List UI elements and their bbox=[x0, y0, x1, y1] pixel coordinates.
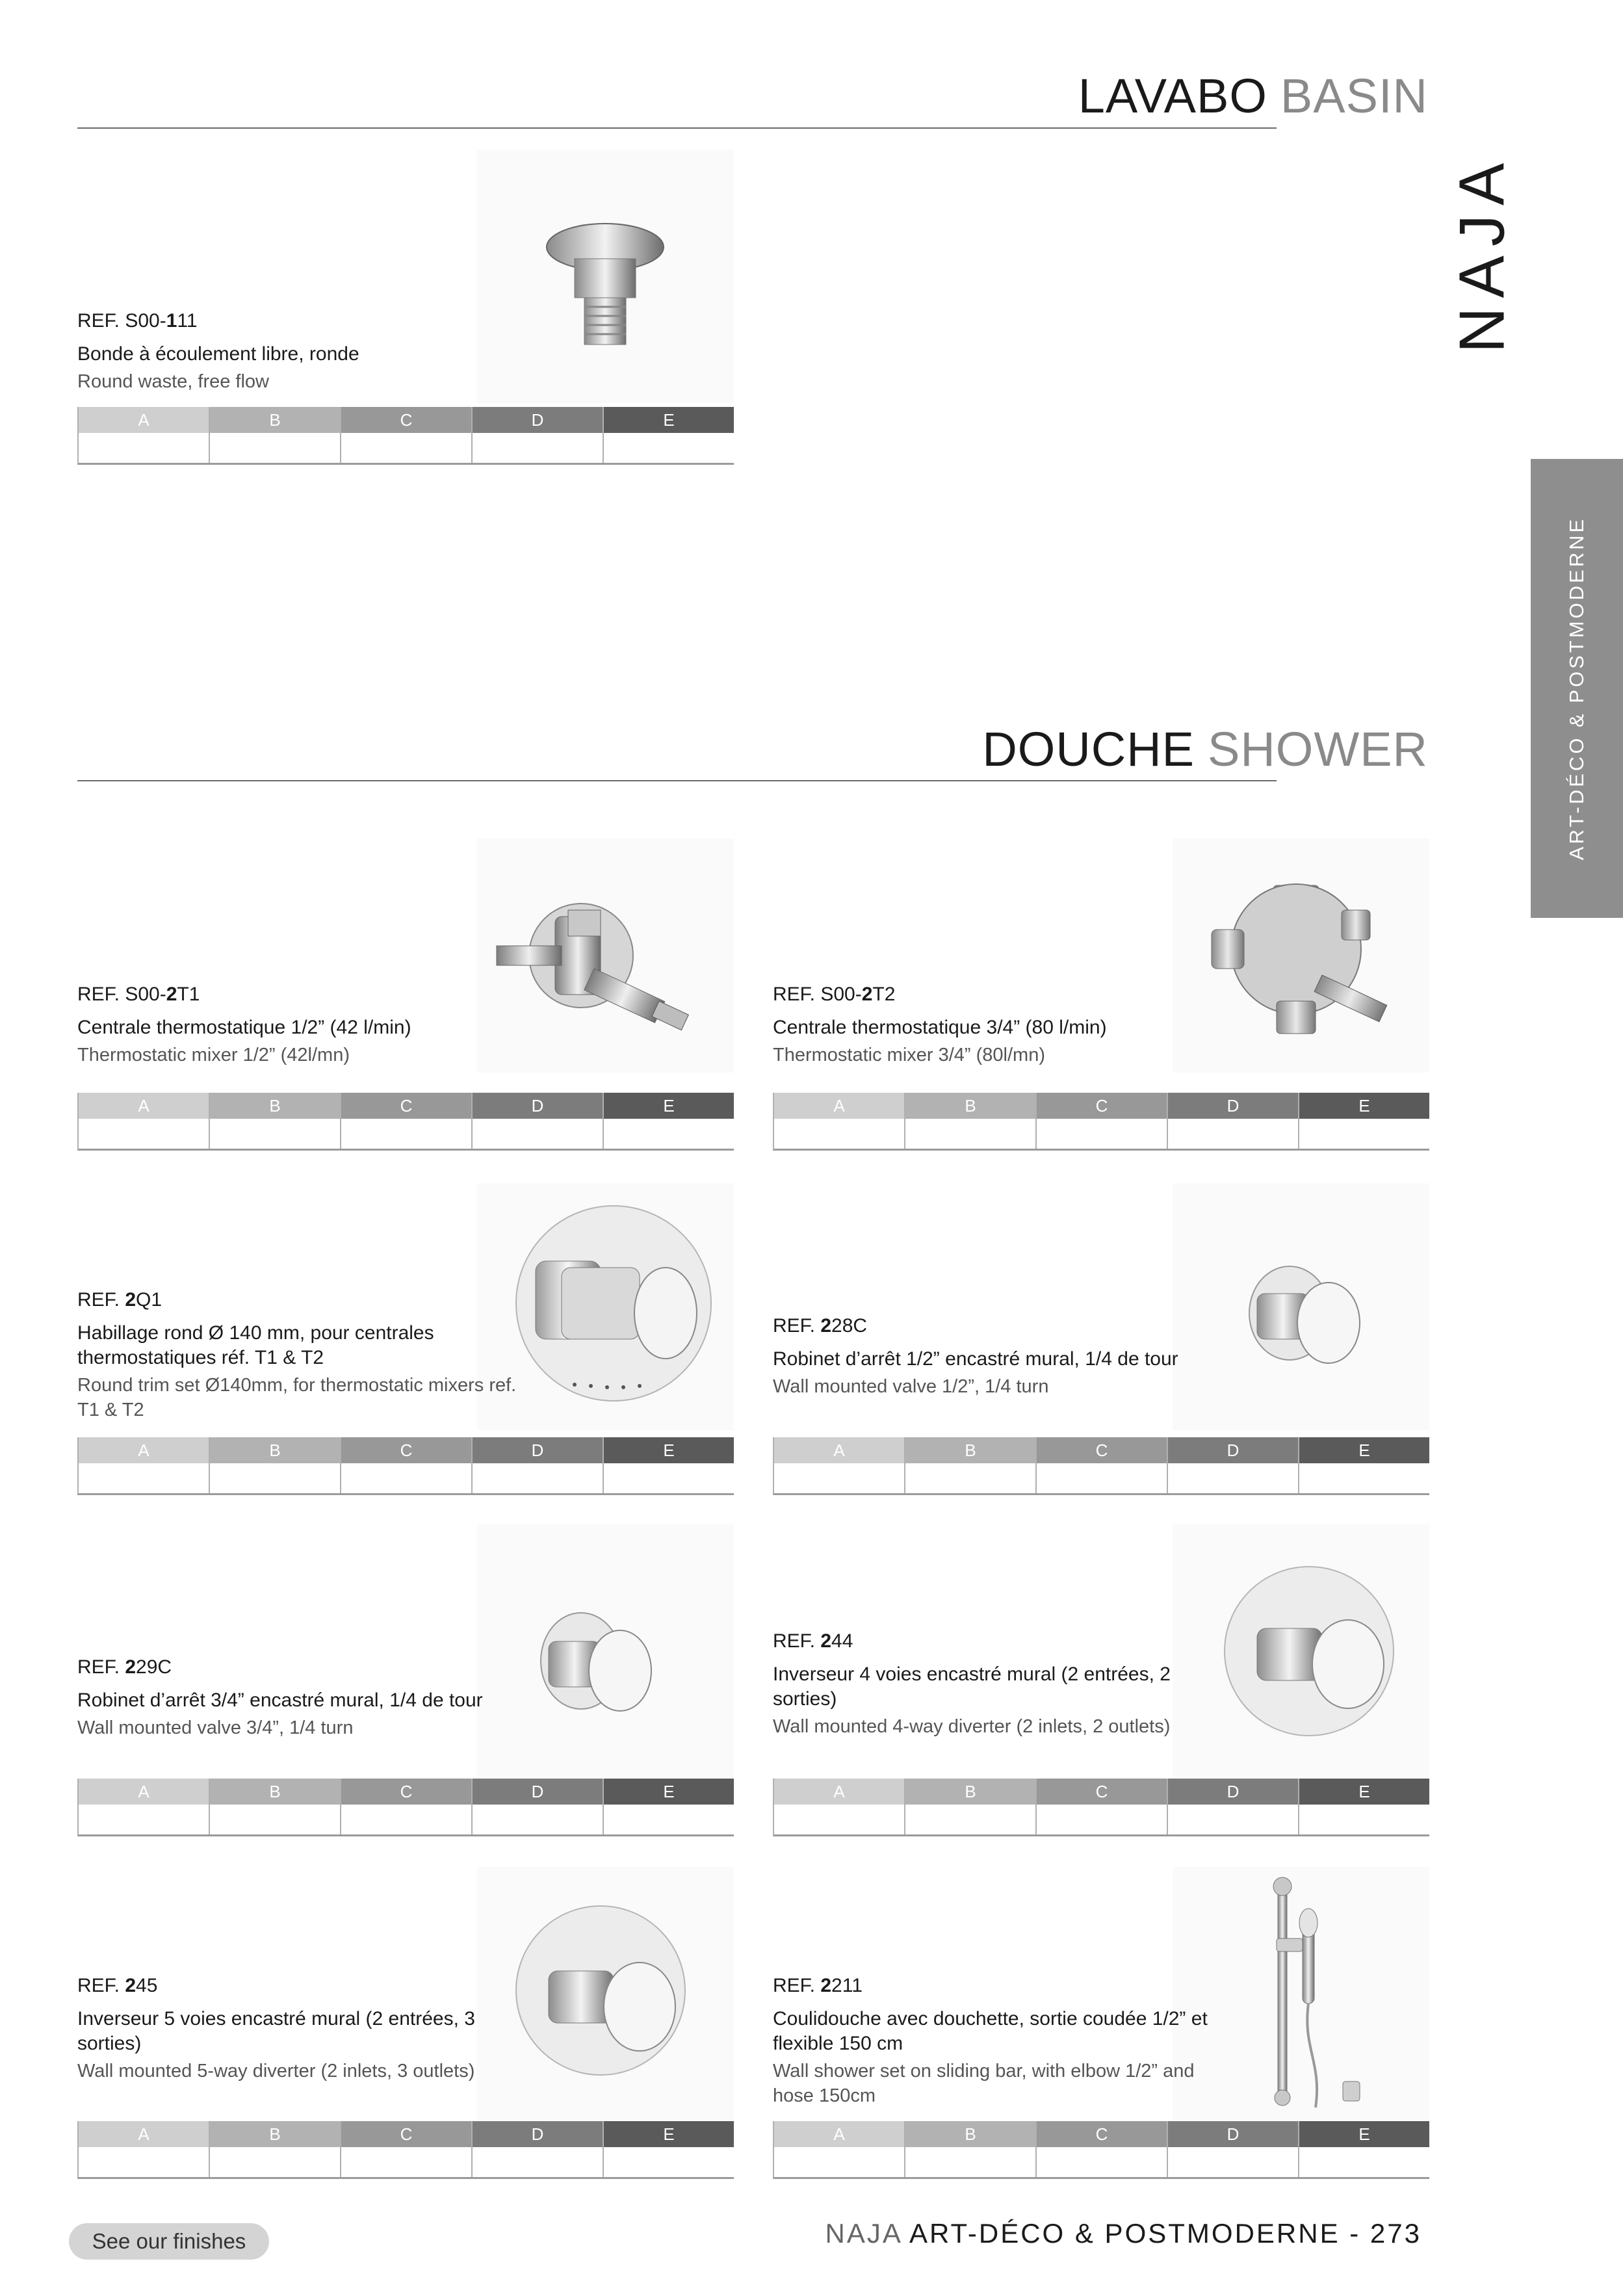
product-card bbox=[773, 839, 1429, 1151]
brand-vertical bbox=[1443, 153, 1521, 354]
finish-label: E bbox=[1299, 1437, 1429, 1463]
ref-suffix: 44 bbox=[831, 1630, 853, 1652]
section-divider bbox=[77, 127, 1277, 129]
product-desc-fr: Robinet d’arrêt 3/4” encastré mural, 1/4 de tour bbox=[77, 1689, 483, 1711]
product-desc-en: Wall shower set on sliding bar, with elbow 1/2” and hose 150cm bbox=[773, 2061, 1195, 2106]
finish-value bbox=[473, 1463, 603, 1493]
finish-cell bbox=[905, 1437, 1037, 1493]
ref-prefix: REF. S00- bbox=[77, 310, 166, 332]
finish-cell bbox=[473, 1093, 604, 1149]
product-text bbox=[77, 1973, 532, 2083]
finish-label: E bbox=[1299, 1093, 1429, 1119]
product-text bbox=[77, 1654, 532, 1740]
finish-table bbox=[773, 1437, 1429, 1495]
finish-value bbox=[905, 1119, 1035, 1149]
finish-cell bbox=[341, 1093, 473, 1149]
finish-label: A bbox=[79, 1779, 209, 1805]
product-desc-fr: Centrale thermostatique 1/2” (42 l/min) bbox=[77, 1017, 411, 1038]
ref-bold: 2 bbox=[125, 1289, 136, 1311]
finish-table bbox=[77, 407, 734, 465]
finish-cell bbox=[604, 2121, 734, 2177]
product-text bbox=[77, 982, 532, 1067]
finish-cell bbox=[1037, 1779, 1168, 1834]
see-finishes-button[interactable]: See our finishes bbox=[69, 2223, 269, 2260]
finish-table bbox=[773, 1779, 1429, 1836]
finish-cell bbox=[604, 407, 734, 463]
finish-table bbox=[773, 2121, 1429, 2179]
product-ref bbox=[77, 982, 532, 1008]
product-ref bbox=[77, 1973, 532, 1999]
finish-cell bbox=[473, 407, 604, 463]
ref-bold: 2 bbox=[125, 1656, 136, 1678]
product-desc-fr: Inverseur 4 voies encastré mural (2 entrées, 2 sorties) bbox=[773, 1663, 1171, 1710]
finish-label: D bbox=[1168, 1779, 1298, 1805]
product-desc-fr: Centrale thermostatique 3/4” (80 l/min) bbox=[773, 1017, 1107, 1038]
finish-value bbox=[341, 1119, 471, 1149]
finish-value bbox=[79, 2147, 209, 2177]
finish-label: A bbox=[774, 1093, 904, 1119]
finish-table bbox=[77, 2121, 734, 2179]
product-card bbox=[77, 1183, 734, 1495]
finish-value bbox=[473, 433, 603, 463]
finish-label: A bbox=[79, 1437, 209, 1463]
finish-value bbox=[79, 1119, 209, 1149]
finish-value bbox=[341, 1463, 471, 1493]
product-card bbox=[77, 1867, 734, 2179]
finish-value bbox=[1037, 1463, 1167, 1493]
finish-cell bbox=[473, 2121, 604, 2177]
finish-value bbox=[604, 1119, 734, 1149]
finish-label: B bbox=[210, 407, 340, 433]
finish-label: C bbox=[341, 1437, 471, 1463]
section-title-fr: DOUCHE bbox=[982, 722, 1195, 776]
finish-value bbox=[1037, 2147, 1167, 2177]
footer-page-label bbox=[825, 2218, 1422, 2249]
finish-value bbox=[79, 433, 209, 463]
ref-bold: 1 bbox=[166, 310, 177, 332]
finish-label: C bbox=[341, 1779, 471, 1805]
finish-cell bbox=[1299, 1093, 1429, 1149]
ref-prefix: REF. bbox=[773, 1315, 821, 1337]
section-title-en: SHOWER bbox=[1208, 722, 1428, 776]
finish-label: A bbox=[774, 1437, 904, 1463]
finish-table bbox=[77, 1437, 734, 1495]
ref-suffix: 29C bbox=[136, 1656, 172, 1678]
finish-table bbox=[77, 1779, 734, 1836]
finish-cell bbox=[905, 2121, 1037, 2177]
ref-prefix: REF. bbox=[773, 1975, 821, 1996]
finish-cell bbox=[341, 1779, 473, 1834]
ref-bold: 2 bbox=[820, 1630, 832, 1652]
finish-label: B bbox=[905, 1093, 1035, 1119]
ref-suffix: 28C bbox=[831, 1315, 868, 1337]
side-tab-label: ART-DÉCO & POSTMODERNE bbox=[1565, 516, 1588, 861]
finish-cell bbox=[604, 1437, 734, 1493]
finish-label: E bbox=[604, 1437, 734, 1463]
finish-cell bbox=[341, 407, 473, 463]
finish-label: A bbox=[774, 2121, 904, 2147]
finish-value bbox=[604, 1463, 734, 1493]
finish-label: C bbox=[1037, 1779, 1167, 1805]
finish-label: E bbox=[604, 407, 734, 433]
finish-cell bbox=[210, 2121, 341, 2177]
finish-label: C bbox=[1037, 1437, 1167, 1463]
footer-brand: NAJA bbox=[825, 2218, 902, 2249]
finish-value bbox=[473, 2147, 603, 2177]
side-tab[interactable] bbox=[1531, 459, 1623, 918]
finish-cell bbox=[1037, 2121, 1168, 2177]
finish-label: A bbox=[79, 1093, 209, 1119]
ref-bold: 2 bbox=[166, 984, 177, 1005]
product-desc-fr: Habillage rond Ø 140 mm, pour centrales thermostatiques réf. T1 & T2 bbox=[77, 1322, 434, 1368]
finish-cell bbox=[774, 2121, 905, 2177]
product-desc-en: Wall mounted 4-way diverter (2 inlets, 2 outlets) bbox=[773, 1716, 1171, 1737]
finish-value bbox=[1168, 1463, 1298, 1493]
finish-label: E bbox=[604, 1093, 734, 1119]
product-desc-en: Thermostatic mixer 3/4” (80l/mn) bbox=[773, 1045, 1045, 1065]
finish-cell bbox=[774, 1437, 905, 1493]
ref-suffix: 211 bbox=[831, 1975, 863, 1996]
section-title-basin bbox=[1078, 68, 1428, 124]
finish-value bbox=[604, 1805, 734, 1834]
product-ref bbox=[773, 1313, 1228, 1339]
finish-value bbox=[79, 1805, 209, 1834]
ref-suffix: 11 bbox=[177, 310, 198, 332]
footer-collection: ART-DÉCO & POSTMODERNE - 273 bbox=[909, 2218, 1422, 2249]
finish-label: A bbox=[774, 1779, 904, 1805]
finish-cell bbox=[210, 1779, 341, 1834]
finish-cell bbox=[79, 2121, 210, 2177]
finish-value bbox=[341, 433, 471, 463]
finish-value bbox=[210, 2147, 340, 2177]
product-desc-en: Wall mounted valve 1/2”, 1/4 turn bbox=[773, 1376, 1049, 1397]
finish-label: E bbox=[1299, 2121, 1429, 2147]
product-ref bbox=[77, 308, 532, 334]
finish-label: B bbox=[210, 1779, 340, 1805]
ref-bold: 2 bbox=[861, 984, 873, 1005]
ref-bold: 2 bbox=[820, 1975, 832, 1996]
product-text bbox=[773, 1973, 1228, 2108]
product-card bbox=[77, 150, 734, 465]
finish-value bbox=[1168, 1119, 1298, 1149]
ref-prefix: REF. bbox=[77, 1289, 125, 1311]
section-title-en: BASIN bbox=[1280, 69, 1428, 123]
finish-label: B bbox=[905, 1437, 1035, 1463]
finish-value bbox=[905, 1463, 1035, 1493]
finish-value bbox=[1168, 2147, 1298, 2177]
product-card bbox=[773, 1183, 1429, 1495]
finish-value bbox=[1299, 1805, 1429, 1834]
finish-cell bbox=[774, 1093, 905, 1149]
finish-value bbox=[604, 2147, 734, 2177]
finish-value bbox=[774, 1805, 904, 1834]
ref-suffix: Q1 bbox=[136, 1289, 162, 1311]
brand-vertical-text: NAJA bbox=[1446, 153, 1518, 354]
product-text bbox=[773, 982, 1228, 1067]
ref-prefix: REF. bbox=[77, 1656, 125, 1678]
finish-label: E bbox=[604, 1779, 734, 1805]
section-title-shower bbox=[982, 722, 1428, 777]
section-title-fr: LAVABO bbox=[1078, 69, 1267, 123]
finish-cell bbox=[1299, 1437, 1429, 1493]
product-desc-fr: Coulidouche avec douchette, sortie coudée 1/2” et flexible 150 cm bbox=[773, 2008, 1208, 2054]
finish-label: C bbox=[1037, 2121, 1167, 2147]
finish-value bbox=[1299, 1119, 1429, 1149]
product-text bbox=[773, 1628, 1228, 1739]
finish-label: D bbox=[473, 1779, 603, 1805]
product-ref bbox=[773, 1628, 1228, 1654]
finish-cell bbox=[1168, 1779, 1299, 1834]
finish-value bbox=[1299, 1463, 1429, 1493]
product-desc-en: Round trim set Ø140mm, for thermostatic mixers ref. T1 & T2 bbox=[77, 1375, 517, 1420]
finish-cell bbox=[473, 1779, 604, 1834]
finish-value bbox=[604, 433, 734, 463]
product-text bbox=[77, 1287, 532, 1422]
finish-value bbox=[341, 2147, 471, 2177]
finish-label: C bbox=[341, 2121, 471, 2147]
finish-cell bbox=[473, 1437, 604, 1493]
product-desc-en: Round waste, free flow bbox=[77, 371, 269, 392]
finish-value bbox=[905, 1805, 1035, 1834]
section-divider bbox=[77, 780, 1277, 781]
ref-suffix: T1 bbox=[177, 984, 200, 1005]
finish-cell bbox=[210, 1093, 341, 1149]
finish-value bbox=[210, 433, 340, 463]
finish-cell bbox=[79, 1437, 210, 1493]
finish-value bbox=[774, 2147, 904, 2177]
finish-label: D bbox=[473, 2121, 603, 2147]
finish-value bbox=[79, 1463, 209, 1493]
product-desc-fr: Bonde à écoulement libre, ronde bbox=[77, 343, 359, 365]
finish-value bbox=[210, 1119, 340, 1149]
finish-cell bbox=[905, 1093, 1037, 1149]
finish-label: C bbox=[1037, 1093, 1167, 1119]
finish-value bbox=[341, 1805, 471, 1834]
finish-cell bbox=[1037, 1437, 1168, 1493]
ref-prefix: REF. S00- bbox=[773, 984, 862, 1005]
finish-cell bbox=[210, 1437, 341, 1493]
finish-cell bbox=[1168, 1093, 1299, 1149]
finish-label: B bbox=[210, 2121, 340, 2147]
finish-label: E bbox=[1299, 1779, 1429, 1805]
ref-bold: 2 bbox=[820, 1315, 832, 1337]
product-ref bbox=[77, 1654, 532, 1680]
finish-cell bbox=[774, 1779, 905, 1834]
finish-value bbox=[473, 1805, 603, 1834]
finish-value bbox=[1299, 2147, 1429, 2177]
finish-label: B bbox=[905, 2121, 1035, 2147]
finish-value bbox=[1037, 1805, 1167, 1834]
finish-label: B bbox=[210, 1437, 340, 1463]
finish-value bbox=[905, 2147, 1035, 2177]
finish-label: A bbox=[79, 2121, 209, 2147]
finish-cell bbox=[604, 1779, 734, 1834]
finish-value bbox=[210, 1463, 340, 1493]
product-desc-en: Wall mounted 5-way diverter (2 inlets, 3 outlets) bbox=[77, 2061, 475, 2081]
finish-cell bbox=[905, 1779, 1037, 1834]
product-card bbox=[773, 1524, 1429, 1836]
ref-bold: 2 bbox=[125, 1975, 136, 1996]
product-text bbox=[773, 1313, 1228, 1399]
finish-label: D bbox=[1168, 1437, 1298, 1463]
finish-label: B bbox=[210, 1093, 340, 1119]
finish-cell bbox=[604, 1093, 734, 1149]
finish-label: D bbox=[473, 407, 603, 433]
product-desc-en: Thermostatic mixer 1/2” (42l/mn) bbox=[77, 1045, 350, 1065]
ref-suffix: 45 bbox=[136, 1975, 158, 1996]
product-text bbox=[77, 308, 532, 394]
finish-cell bbox=[1037, 1093, 1168, 1149]
product-card bbox=[77, 1524, 734, 1836]
finish-cell bbox=[1299, 2121, 1429, 2177]
ref-suffix: T2 bbox=[872, 984, 896, 1005]
product-card bbox=[77, 839, 734, 1151]
product-ref bbox=[77, 1287, 532, 1313]
finish-label: D bbox=[1168, 1093, 1298, 1119]
product-desc-fr: Robinet d’arrêt 1/2” encastré mural, 1/4 de tour bbox=[773, 1348, 1178, 1370]
finish-label: D bbox=[473, 1093, 603, 1119]
finish-label: D bbox=[473, 1437, 603, 1463]
finish-cell bbox=[79, 1779, 210, 1834]
finish-cell bbox=[1168, 1437, 1299, 1493]
product-card bbox=[773, 1867, 1429, 2179]
finish-label: A bbox=[79, 407, 209, 433]
ref-prefix: REF. bbox=[77, 1975, 125, 1996]
product-desc-en: Wall mounted valve 3/4”, 1/4 turn bbox=[77, 1717, 354, 1738]
finish-value bbox=[774, 1463, 904, 1493]
finish-cell bbox=[79, 407, 210, 463]
product-desc-fr: Inverseur 5 voies encastré mural (2 entrées, 3 sorties) bbox=[77, 2008, 475, 2054]
finish-label: C bbox=[341, 1093, 471, 1119]
finish-label: D bbox=[1168, 2121, 1298, 2147]
product-ref bbox=[773, 1973, 1228, 1999]
ref-prefix: REF. S00- bbox=[77, 984, 166, 1005]
finish-label: E bbox=[604, 2121, 734, 2147]
product-ref bbox=[773, 982, 1228, 1008]
finish-cell bbox=[341, 2121, 473, 2177]
finish-label: C bbox=[341, 407, 471, 433]
finish-table bbox=[773, 1093, 1429, 1151]
finish-cell bbox=[79, 1093, 210, 1149]
ref-prefix: REF. bbox=[773, 1630, 821, 1652]
finish-cell bbox=[341, 1437, 473, 1493]
finish-label: B bbox=[905, 1779, 1035, 1805]
finish-cell bbox=[1168, 2121, 1299, 2177]
finish-value bbox=[774, 1119, 904, 1149]
finish-value bbox=[1168, 1805, 1298, 1834]
finish-value bbox=[473, 1119, 603, 1149]
finish-value bbox=[1037, 1119, 1167, 1149]
finish-value bbox=[210, 1805, 340, 1834]
finish-table bbox=[77, 1093, 734, 1151]
finish-cell bbox=[210, 407, 341, 463]
finish-cell bbox=[1299, 1779, 1429, 1834]
